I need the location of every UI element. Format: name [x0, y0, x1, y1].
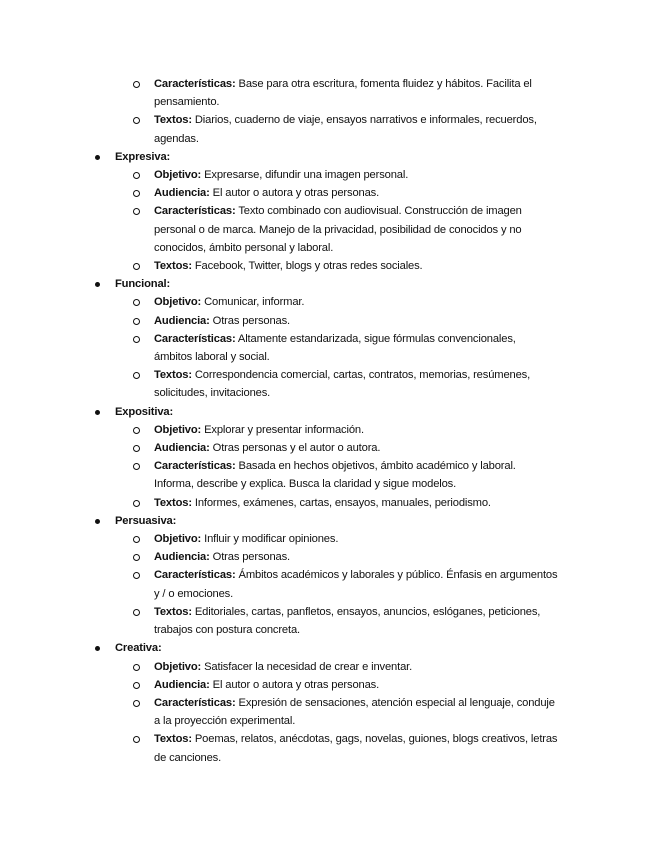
audiencia-label: Audiencia:: [154, 442, 210, 455]
caracteristicas-text: Altamente estandarizada, sigue fórmulas convencionales,: [237, 332, 516, 345]
audiencia-text: El autor o autora y otras personas.: [212, 678, 380, 691]
caracteristicas-text: ámbitos laboral y social.: [154, 351, 270, 364]
text-line: [0, 257, 655, 275]
textos-label: Textos:: [154, 605, 192, 618]
text-line: [0, 111, 655, 129]
category-item: [0, 403, 655, 421]
sub-bullet-item-audiencia: [0, 439, 655, 457]
category-heading: Funcional:: [115, 278, 171, 291]
text-line: [0, 166, 655, 184]
caracteristicas-text: Ámbitos académicos y laborales y público. Énfasis en argumentos: [238, 569, 558, 582]
text-line: [0, 694, 655, 712]
text-line: [0, 93, 655, 111]
textos-text: Informes, exámenes, cartas, ensayos, manuales, periodismo.: [194, 496, 491, 509]
textos-text: Facebook, Twitter, blogs y otras redes sociales.: [194, 260, 423, 273]
text-line: [0, 457, 655, 475]
sub-bullet-item-audiencia: [0, 312, 655, 330]
objetivo-label: Objetivo:: [154, 660, 202, 673]
category-item: [0, 275, 655, 293]
text-line: [0, 548, 655, 566]
sub-bullet-item-objetivo: [0, 293, 655, 311]
sub-bullet-item-objetivo: [0, 166, 655, 184]
objetivo-label: Objetivo:: [154, 169, 202, 182]
text-line: [0, 75, 655, 93]
caracteristicas-text: conocidos, ámbito personal y laboral.: [154, 241, 334, 254]
caracteristicas-text: personal o de marca. Manejo de la privacidad, posibilidad de conocidos y no: [154, 223, 522, 236]
text-line: [0, 676, 655, 694]
textos-label: Textos:: [154, 733, 192, 746]
sub-bullet-item-objetivo: [0, 421, 655, 439]
hollow-circle-bullet-icon: [133, 336, 140, 343]
text-line: [0, 658, 655, 676]
objetivo-text: Expresarse, difundir una imagen personal.: [204, 169, 409, 182]
text-line: [0, 603, 655, 621]
text-line: [0, 130, 655, 148]
caracteristicas-text: Informa, describe y explica. Busca la claridad y sigue modelos.: [154, 478, 457, 491]
objetivo-label: Objetivo:: [154, 296, 202, 309]
textos-text: Correspondencia comercial, cartas, contratos, memorias, resúmenes,: [194, 369, 531, 382]
textos-text: Poemas, relatos, anécdotas, gags, novelas, guiones, blogs creativos, letras: [194, 733, 558, 746]
text-line: [0, 585, 655, 603]
sub-bullet-item-caracteristicas: [0, 457, 655, 493]
caracteristicas-text: pensamiento.: [154, 96, 220, 109]
caracteristicas-label: Características:: [154, 460, 236, 473]
filled-dot-bullet-icon: [95, 519, 100, 524]
caracteristicas-label: Características:: [154, 205, 236, 218]
text-line: [0, 494, 655, 512]
category-heading: Persuasiva:: [115, 514, 177, 527]
text-line: [0, 239, 655, 257]
text-line: [0, 730, 655, 748]
category-heading: Expositiva:: [115, 405, 174, 418]
sub-bullet-item-textos: [0, 257, 655, 275]
hollow-circle-bullet-icon: [133, 172, 140, 179]
text-line: [0, 712, 655, 730]
textos-text: de canciones.: [154, 751, 222, 764]
text-line: [0, 366, 655, 384]
hollow-circle-bullet-icon: [133, 700, 140, 707]
caracteristicas-text: Base para otra escritura, fomenta fluidez y hábitos. Facilita el: [238, 78, 532, 90]
text-line: [0, 312, 655, 330]
text-line: [0, 439, 655, 457]
filled-dot-bullet-icon: [95, 155, 100, 160]
document-content: [0, 75, 655, 767]
category-item: [0, 639, 655, 657]
hollow-circle-bullet-icon: [133, 664, 140, 671]
audiencia-text: Otras personas.: [212, 551, 291, 564]
sub-bullet-item-caracteristicas: [0, 694, 655, 730]
hollow-circle-bullet-icon: [133, 445, 140, 452]
textos-text: Editoriales, cartas, panfletos, ensayos, anuncios, eslóganes, peticiones,: [194, 605, 541, 618]
category-heading: Expresiva:: [115, 150, 171, 163]
text-line: [0, 330, 655, 348]
sub-bullet-item-textos: [0, 730, 655, 766]
text-line: [0, 184, 655, 202]
category-item: [0, 512, 655, 530]
category-heading: Creativa:: [115, 642, 162, 655]
audiencia-label: Audiencia:: [154, 551, 210, 564]
objetivo-text: Comunicar, informar.: [204, 296, 305, 309]
objetivo-text: Explorar y presentar información.: [204, 423, 364, 436]
sub-bullet-item-audiencia: [0, 184, 655, 202]
audiencia-text: El autor o autora y otras personas.: [212, 187, 380, 200]
caracteristicas-label: Características:: [154, 569, 236, 582]
text-line: [0, 221, 655, 239]
text-line: [0, 475, 655, 493]
sub-bullet-item-audiencia: [0, 548, 655, 566]
text-line: [0, 202, 655, 220]
caracteristicas-text: y / o emociones.: [154, 587, 234, 600]
audiencia-label: Audiencia:: [154, 314, 210, 327]
sub-bullet-item-caracteristicas: [0, 566, 655, 602]
caracteristicas-text: Basada en hechos objetivos, ámbito académico y laboral.: [238, 460, 516, 473]
textos-label: Textos:: [154, 369, 192, 382]
sub-bullet-item-textos: [0, 111, 655, 147]
audiencia-label: Audiencia:: [154, 187, 210, 200]
caracteristicas-label: Características:: [154, 78, 236, 90]
hollow-circle-bullet-icon: [133, 81, 140, 88]
sub-bullet-item-audiencia: [0, 676, 655, 694]
hollow-circle-bullet-icon: [133, 682, 140, 689]
textos-text: Diarios, cuaderno de viaje, ensayos narrativos e informales, recuerdos,: [194, 114, 537, 127]
text-line: [0, 566, 655, 584]
sub-bullet-item-textos: [0, 494, 655, 512]
sub-bullet-item-caracteristicas: [0, 330, 655, 366]
textos-label: Textos:: [154, 260, 192, 273]
caracteristicas-label: Características:: [154, 332, 236, 345]
caracteristicas-text: Expresión de sensaciones, atención especial al lenguaje, conduje: [238, 696, 555, 709]
sub-bullet-item-textos: [0, 603, 655, 639]
text-line: [0, 621, 655, 639]
objetivo-label: Objetivo:: [154, 533, 202, 546]
textos-label: Textos:: [154, 496, 192, 509]
sub-bullet-item-caracteristicas: [0, 75, 655, 111]
sub-bullet-item-caracteristicas: [0, 202, 655, 257]
text-line: [0, 384, 655, 402]
audiencia-label: Audiencia:: [154, 678, 210, 691]
caracteristicas-label: Características:: [154, 696, 236, 709]
text-line: [0, 749, 655, 767]
category-item: [0, 148, 655, 166]
text-line: [0, 530, 655, 548]
text-line: [0, 421, 655, 439]
objetivo-text: Satisfacer la necesidad de crear e inventar.: [204, 660, 413, 673]
caracteristicas-text: Texto combinado con audiovisual. Construcción de imagen: [238, 205, 522, 218]
audiencia-text: Otras personas y el autor o autora.: [212, 442, 381, 455]
textos-text: solicitudes, invitaciones.: [154, 387, 271, 400]
sub-bullet-item-objetivo: [0, 658, 655, 676]
hollow-circle-bullet-icon: [133, 263, 140, 270]
text-line: [0, 348, 655, 366]
caracteristicas-text: a la proyección experimental.: [154, 715, 296, 728]
hollow-circle-bullet-icon: [133, 609, 140, 616]
textos-label: Textos:: [154, 114, 192, 127]
hollow-circle-bullet-icon: [133, 500, 140, 507]
text-line: [0, 293, 655, 311]
sub-bullet-item-textos: [0, 366, 655, 402]
objetivo-label: Objetivo:: [154, 423, 202, 436]
textos-text: trabajos con postura concreta.: [154, 624, 300, 637]
objetivo-text: Influir y modificar opiniones.: [204, 533, 339, 546]
sub-bullet-item-objetivo: [0, 530, 655, 548]
hollow-circle-bullet-icon: [133, 318, 140, 325]
audiencia-text: Otras personas.: [212, 314, 291, 327]
filled-dot-bullet-icon: [95, 410, 100, 415]
hollow-circle-bullet-icon: [133, 427, 140, 434]
textos-text: agendas.: [154, 132, 199, 145]
